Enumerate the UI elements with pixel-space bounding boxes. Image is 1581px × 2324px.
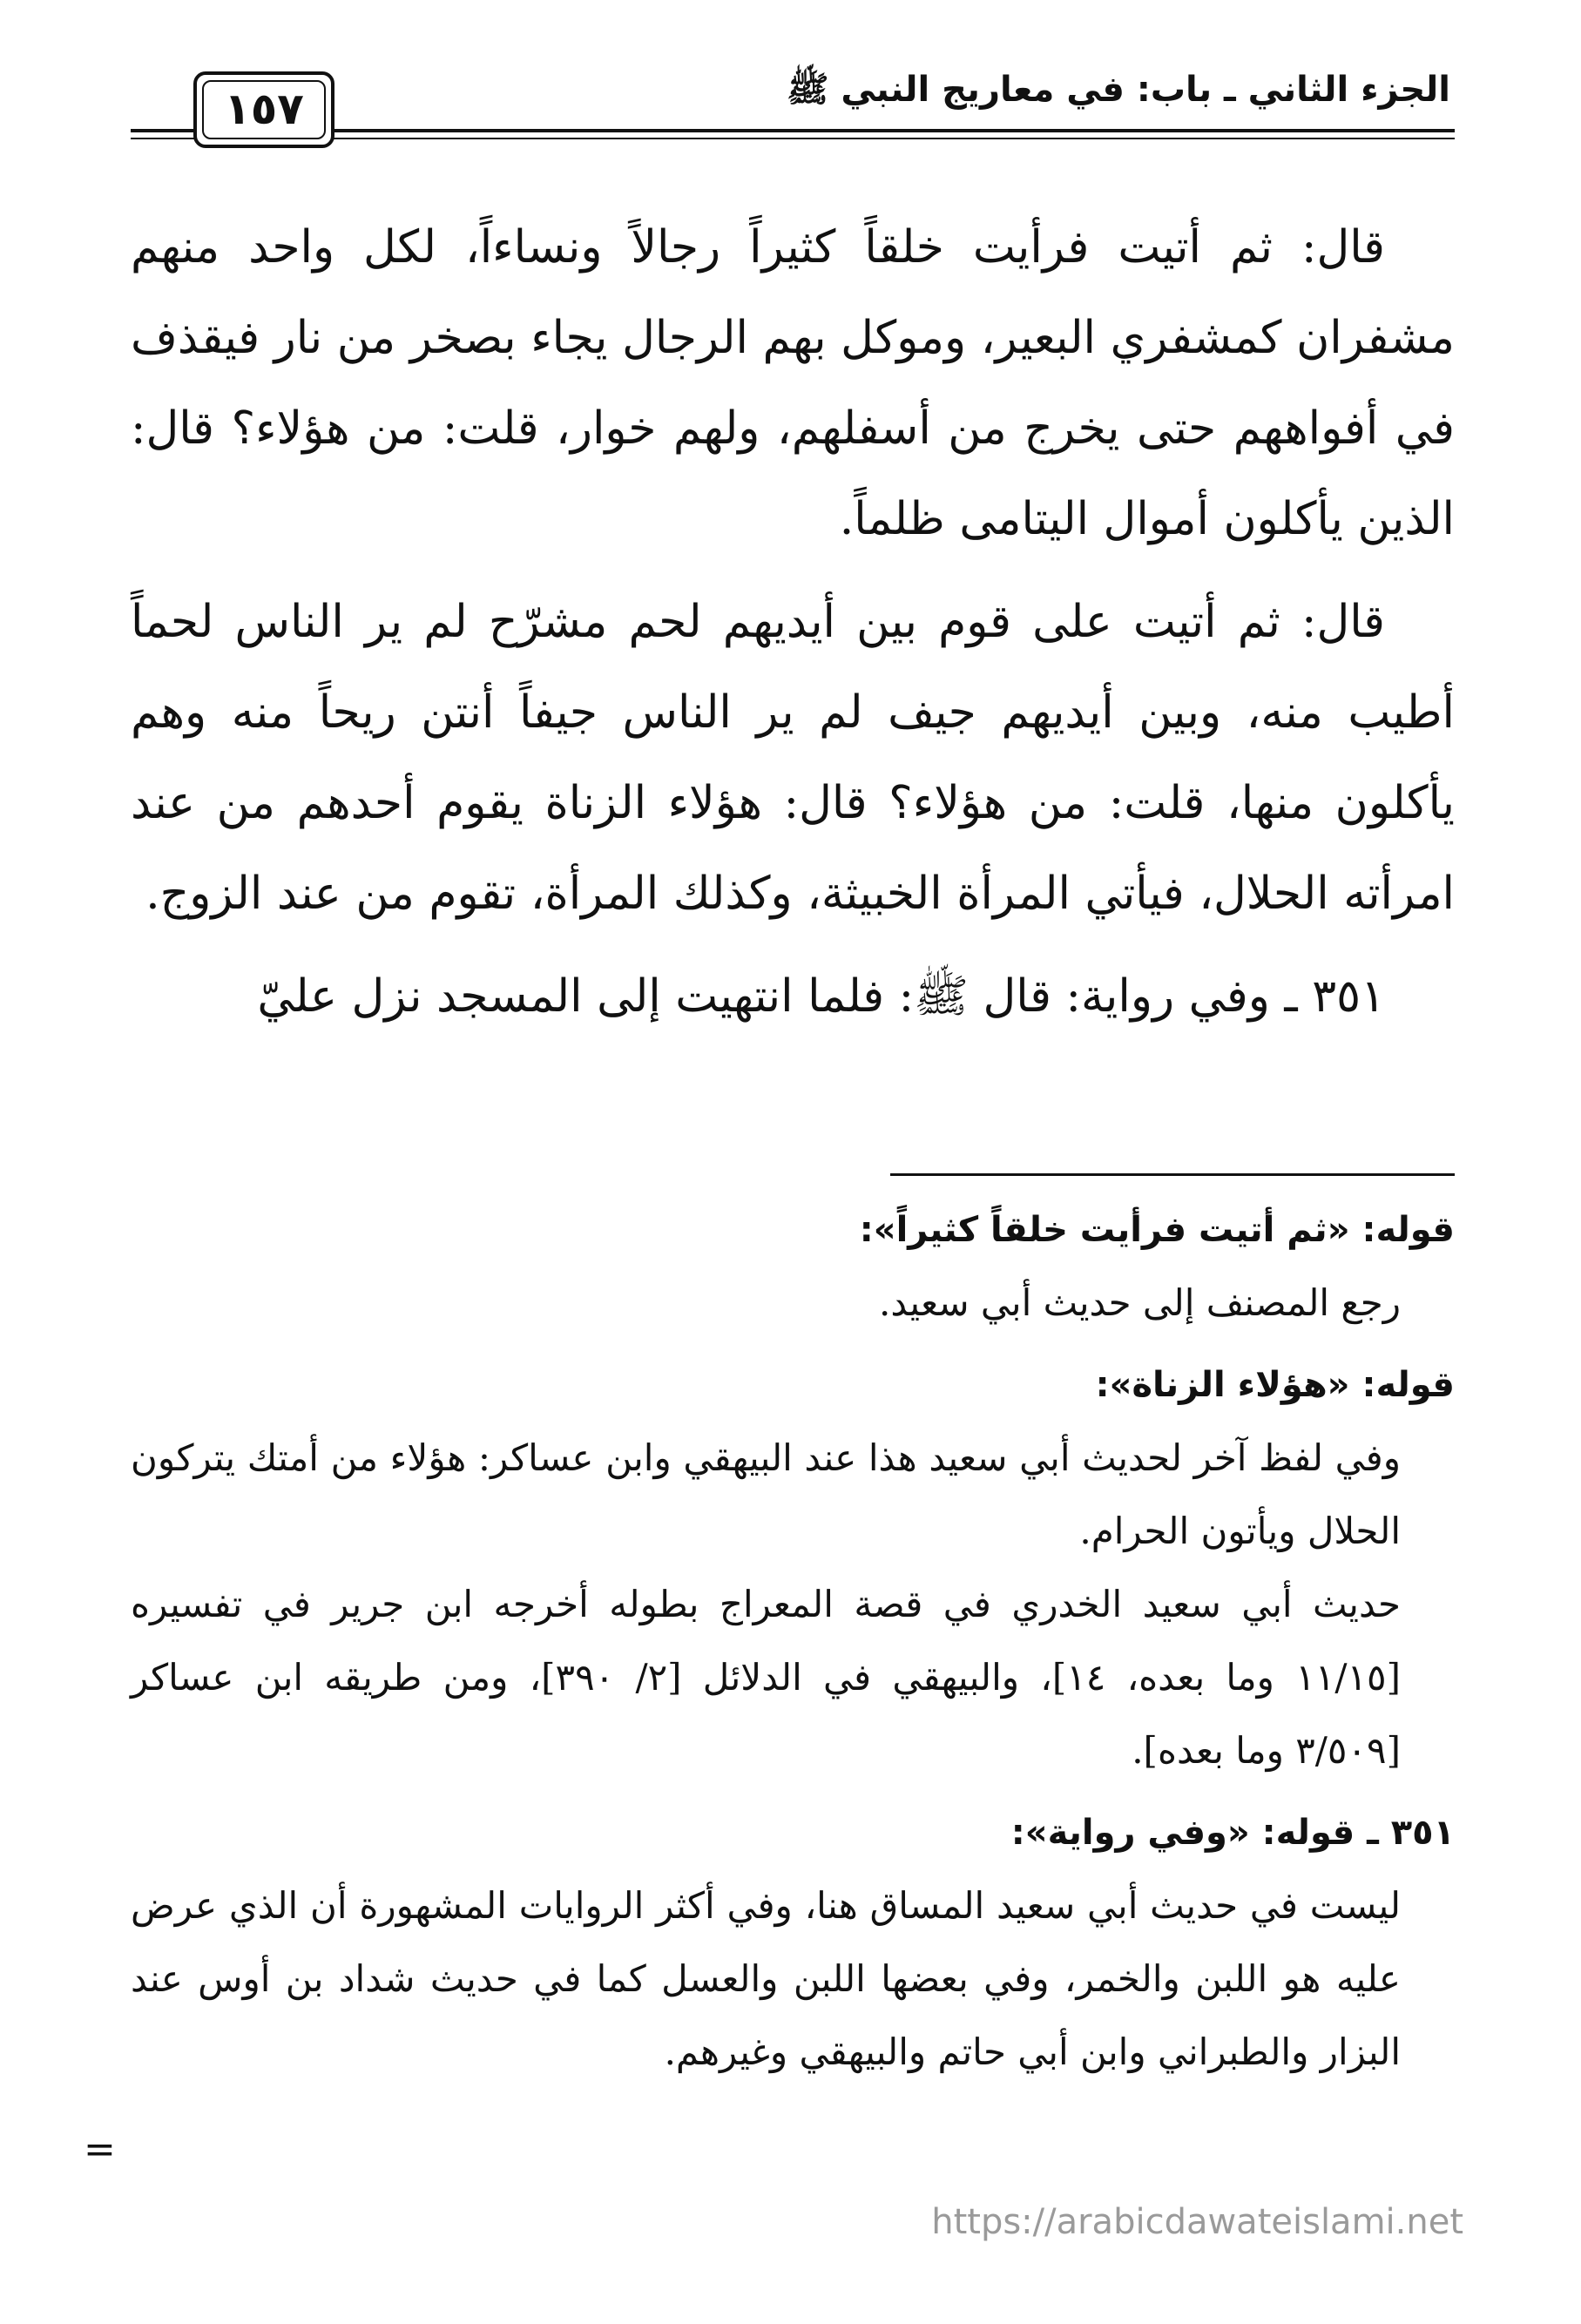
note-text: حديث أبي سعيد الخدري في قصة المعراج بطوله أخرجه ابن جرير في تفسيره [١١/١٥ وما بعده، ١٤]، والبيهقي في الدلائل [٢/ ٣٩٠]، ومن طريقه ابن عساكر [٣/٥٠٩ وما بعده].	[131, 1583, 1401, 1772]
note-text: رجع المصنف إلى حديث أبي سعيد.	[879, 1281, 1401, 1324]
note-text: وفي لفظ آخر لحديث أبي سعيد هذا عند البيهقي وابن عساكر: هؤلاء من أمتك يتركون الحلال ويأتون الحرام.	[131, 1436, 1401, 1552]
note-heading: ٣٥١ ـ قوله: «وفي رواية»:	[1010, 1813, 1455, 1853]
continuation-mark: =	[84, 2127, 116, 2172]
commentary-notes	[131, 1193, 1455, 2089]
main-paragraph-2: قال: ثم أتيت على قوم بين أيديهم لحم مشرّح لم ير الناس لحماً أطيب منه، وبين أيديهم جيف لم ير الناس جيفاً أنتن ريحاً منه وهم يأكلون منها، قلت: من هؤلاء؟ قال: هؤلاء الزناة يقوم أحدهم من عند امرأته الحلال، فيأتي المرأة الخبيثة، وكذلك المرأة، تقوم من عند الزوج.	[131, 596, 1455, 920]
page-number-frame	[193, 71, 334, 148]
note-text: ليست في حديث أبي سعيد المساق هنا، وفي أكثر الروايات المشهورة أن الذي عرض عليه هو اللبن والخمر، وفي بعضها اللبن والعسل كما في حديث شداد بن أوس عند البزار والطبراني وابن أبي حاتم والبيهقي وغيرهم.	[131, 1884, 1401, 2073]
main-paragraph-1: قال: ثم أتيت فرأيت خلقاً كثيراً رجالاً ونساءاً، لكل واحد منهم مشفران كمشفري البعير، وموكل بهم الرجال يجاء بصخر من نار فيقذف في أفواههم حتى يخرج من أسفلهم، ولهم خوار، قلت: من هؤلاء؟ قال: الذين يأكلون أموال اليتامى ظلماً.	[131, 221, 1455, 545]
note-heading: قوله: «هؤلاء الزناة»:	[1095, 1365, 1455, 1405]
note-2	[131, 1348, 1455, 1787]
note-1	[131, 1193, 1455, 1340]
page-number: ١٥٧	[224, 84, 304, 134]
note-heading: قوله: «ثم أتيت فرأيت خلقاً كثيراً»:	[859, 1210, 1455, 1250]
footnote-separator	[890, 1173, 1455, 1176]
running-header-title: الجزء الثاني ـ باب: في معاريج النبي ﷺ	[787, 70, 1450, 110]
note-3	[131, 1796, 1455, 2089]
main-paragraph-3: ٣٥١ ـ وفي رواية: قال ﷺ: فلما انتهيت إلى المسجد نزل عليّ	[257, 970, 1385, 1023]
watermark-url: https://arabicdawateislami.net	[931, 2202, 1463, 2242]
main-text	[131, 202, 1455, 1042]
